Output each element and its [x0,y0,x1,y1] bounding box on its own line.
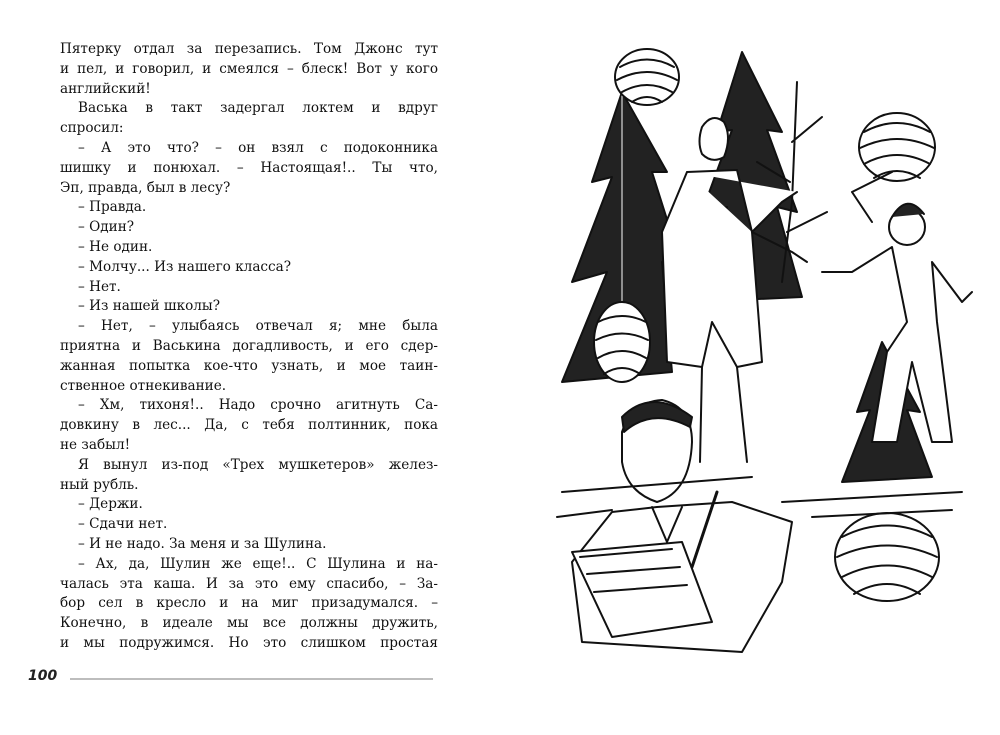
text-line: спросил: [60,120,124,137]
page-number: 100 [28,668,58,684]
text-line: Васька в такт задергал локтем и вдруг [78,100,438,117]
text-line: – Хм, тихоня!.. Надо срочно агитнуть Са- [78,397,438,414]
girl-figure [822,204,972,442]
text-line: – Один? [78,219,135,236]
text-line: шишку и понюхал. – Настоящая!.. Ты что, [60,159,438,176]
text-line: Я вынул из-под «Трех мушкетеров» желез- [78,456,438,473]
text-line: не забыл! [60,436,131,453]
text-line: ный рубль. [60,476,139,493]
text-line: – Держи. [78,496,143,513]
pine-cone-top-right [859,113,935,181]
text-line: ственное отнекивание. [60,377,227,394]
text-line: английский! [60,80,151,97]
text-line: – Правда. [78,199,147,216]
text-line: бор сел в кресло и на миг призадумался. – [60,595,438,612]
text-line: приятна и Васькина догадливость, и его сдер- [60,337,438,354]
text-column [60,40,438,654]
pine-cone-bottom-right [835,513,939,601]
text-line: – Нет, – улыбаясь отвечал я; мне была [78,318,438,335]
pine-cone-top-left [615,49,679,105]
text-line: Конечно, в идеале мы все должны дружить, [60,615,438,632]
text-line: – Молчу... Из нашего класса? [78,258,292,275]
text-line: – Не один. [78,238,153,255]
text-line: и пел, и говорил, и смеялся – блеск! Вот у кого [60,60,438,77]
text-line: – Из нашей школы? [78,298,220,315]
text-line: Пятерку отдал за перезапись. Том Джонс тут [60,41,438,57]
text-line: – Ах, да, Шулин же еще!.. С Шулина и на- [78,555,438,572]
text-line: Эп, правда, был в лесу? [60,179,231,196]
text-line: довкину в лес... Да, с тебя полтинник, пока [60,417,438,434]
text-line: – Нет. [78,278,121,295]
text-line: чалась эта каша. И за это ему спасибо, – За- [60,575,438,592]
text-line: – А это что? – он взял с подоконника [78,139,438,156]
text-line: жанная попытка кое-что узнать, и мое таин- [60,357,438,374]
text-line: и мы подружимся. Но это слишком простая [60,634,438,651]
page-footer [20,668,440,690]
pine-cone-left [594,302,650,382]
ink-illustration [552,22,982,672]
text-line: – Сдачи нет. [78,516,168,533]
footer-rule [70,678,433,680]
text-line: – И не надо. За меня и за Шулина. [78,535,327,552]
